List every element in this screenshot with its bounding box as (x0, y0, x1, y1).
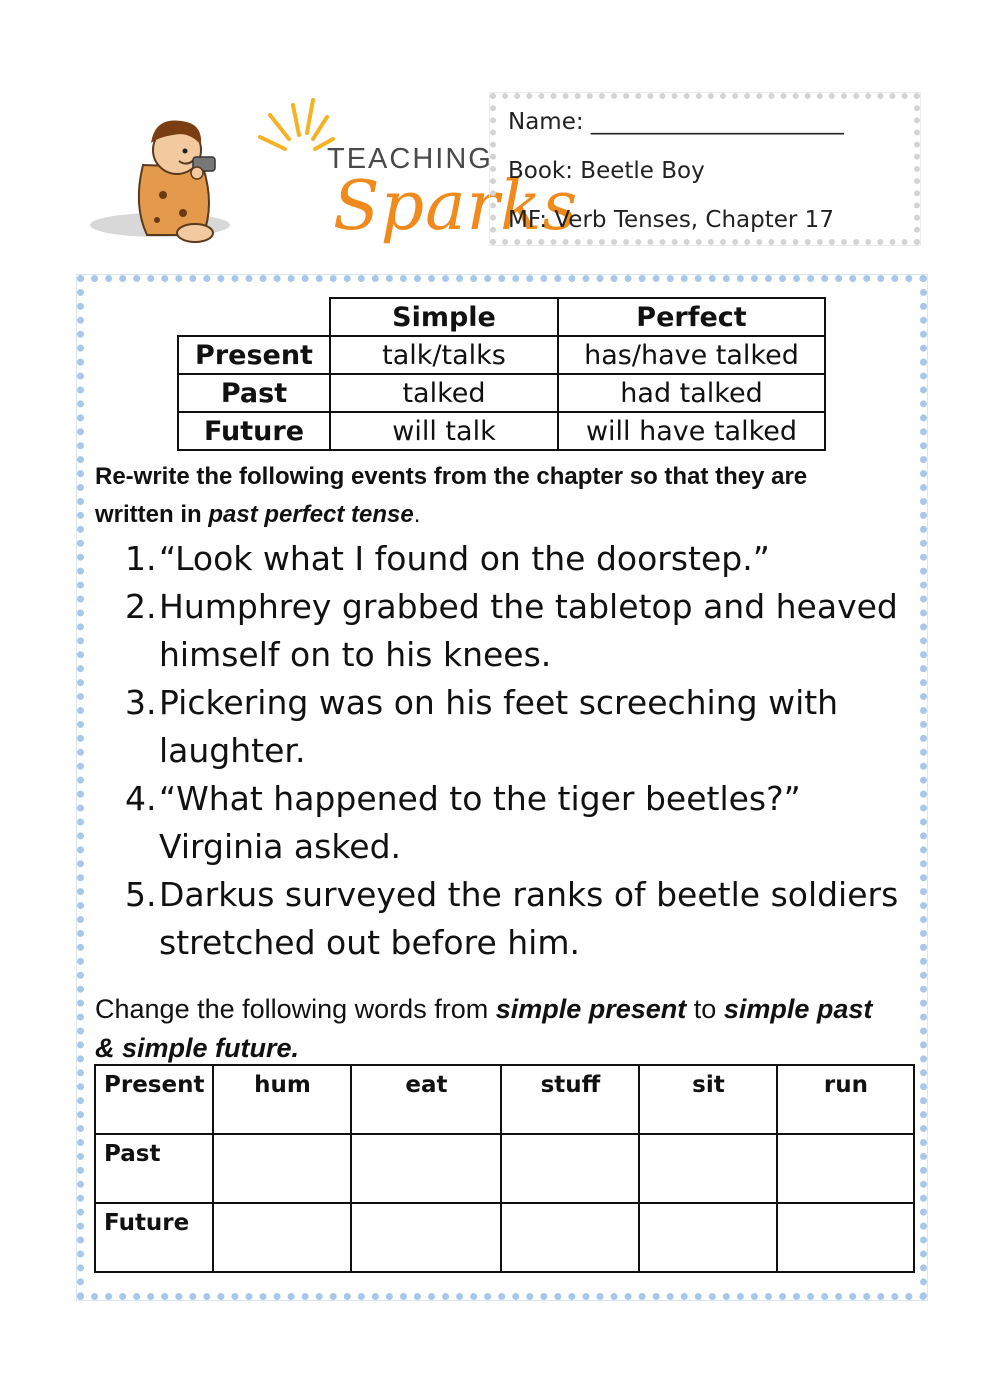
word-sit: sit (639, 1065, 777, 1134)
row-label-present: Present (178, 336, 330, 374)
table-row (95, 1065, 914, 1134)
list-item (125, 871, 905, 967)
list-item (125, 679, 905, 775)
instruction2-lead: Change the following words from (95, 994, 496, 1024)
instruction-line-1: Re-write the following events from the chapter so that they are (95, 463, 808, 490)
name-field[interactable]: Name: ______________________ (508, 109, 844, 135)
instruction2-emphasis-1: simple present (495, 994, 687, 1024)
cell-future-perfect: will have talked (558, 412, 825, 450)
answer-cell[interactable] (213, 1134, 351, 1203)
header-simple: Simple (330, 298, 558, 336)
list-item (125, 583, 905, 679)
instruction-tail: . (413, 501, 421, 528)
cell-past-perfect: had talked (558, 374, 825, 412)
teaching-sparks-logo (85, 95, 579, 255)
cell-present-perfect: has/have talked (558, 336, 825, 374)
table-row (178, 336, 825, 374)
answer-cell[interactable] (777, 1203, 914, 1272)
events-list (125, 535, 905, 967)
table-corner (178, 298, 330, 336)
table-row (95, 1203, 914, 1272)
item-number: 5. (125, 875, 157, 914)
table-row (178, 374, 825, 412)
instruction2-emphasis-2: simple past & simple future. (95, 994, 873, 1063)
book-title: Book: Beetle Boy (508, 158, 705, 184)
item-number: 4. (125, 779, 157, 818)
list-item (125, 775, 905, 871)
logo-word-teaching: TEACHING (327, 143, 493, 175)
word-run: run (777, 1065, 914, 1134)
item-number: 1. (125, 539, 157, 578)
cell-past-simple: talked (330, 374, 558, 412)
answer-cell[interactable] (501, 1134, 639, 1203)
instruction-lead: written in (95, 501, 209, 528)
item-number: 2. (125, 587, 157, 626)
row-label-future: Future (178, 412, 330, 450)
cell-present-simple: talk/talks (330, 336, 558, 374)
answer-cell[interactable] (351, 1203, 501, 1272)
answer-cell[interactable] (639, 1134, 777, 1203)
header-perfect: Perfect (558, 298, 825, 336)
row-label-future: Future (95, 1203, 213, 1272)
table-row (95, 1134, 914, 1203)
event-text: “What happened to the tiger beetles?” Virginia asked. (159, 779, 801, 866)
answer-cell[interactable] (501, 1203, 639, 1272)
logo-word-sparks: Sparks (333, 167, 579, 246)
item-number: 3. (125, 683, 157, 722)
answer-cell[interactable] (639, 1203, 777, 1272)
verb-tense-reference-table (177, 297, 826, 451)
row-label-present: Present (95, 1065, 213, 1134)
table-row (178, 412, 825, 450)
word-stuff: stuff (501, 1065, 639, 1134)
change-words-instruction (95, 990, 895, 1068)
instruction2-mid: to (686, 994, 724, 1024)
row-label-past: Past (95, 1134, 213, 1203)
list-item (125, 535, 905, 583)
row-label-past: Past (178, 374, 330, 412)
cell-future-simple: will talk (330, 412, 558, 450)
word-eat: eat (351, 1065, 501, 1134)
answer-cell[interactable] (777, 1134, 914, 1203)
student-info-box (490, 93, 920, 245)
event-text: Darkus surveyed the ranks of beetle soldiers stretched out before him. (159, 875, 899, 962)
event-text: Pickering was on his feet screeching with laughter. (159, 683, 839, 770)
word-tense-table (94, 1064, 915, 1273)
answer-cell[interactable] (351, 1134, 501, 1203)
worksheet-topic: MF: Verb Tenses, Chapter 17 (508, 207, 834, 233)
answer-cell[interactable] (213, 1203, 351, 1272)
event-text: “Look what I found on the doorstep.” (159, 539, 770, 578)
caveman-mascot-icon (85, 95, 335, 255)
rewrite-instruction (95, 458, 895, 534)
event-text: Humphrey grabbed the tabletop and heaved himself on to his knees. (159, 587, 898, 674)
instruction-line-2 (95, 496, 895, 534)
word-hum: hum (213, 1065, 351, 1134)
instruction-emphasis: past perfect tense (208, 501, 414, 528)
